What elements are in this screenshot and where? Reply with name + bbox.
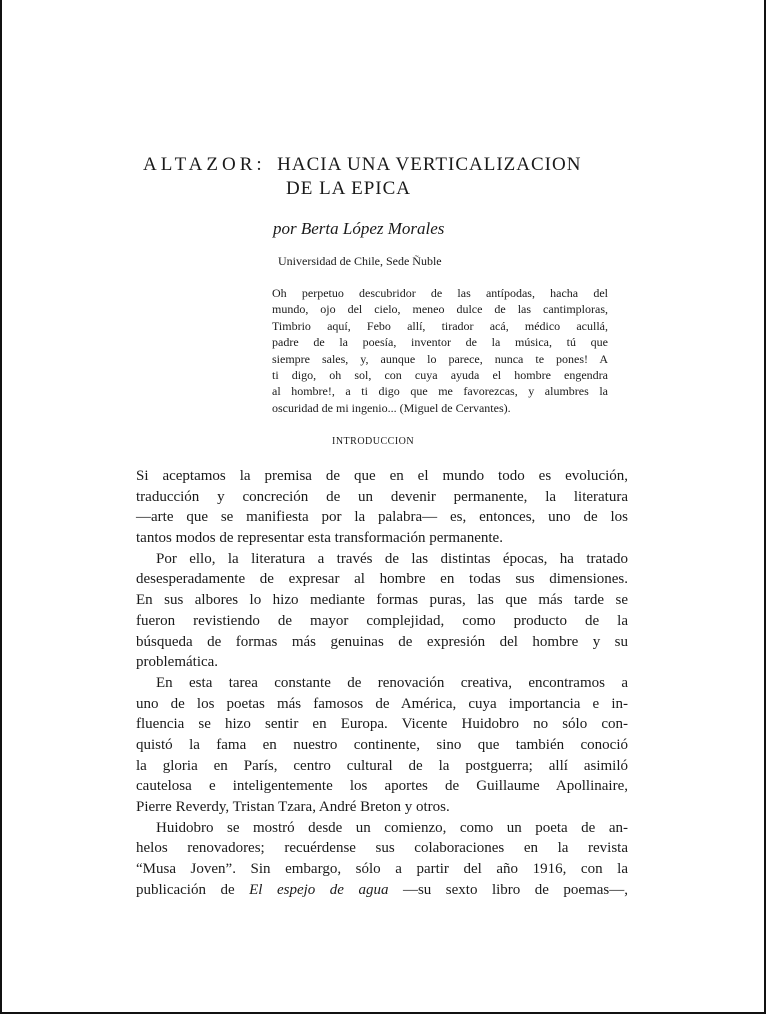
title-lead: ALTAZOR: [143,154,266,175]
body-line: búsqueda de formas más genuinas de expresión del hombre y su [136,633,628,650]
body-line: cautelosa e inteligentemente los aportes de Guillaume Apollinaire, [136,778,628,795]
section-heading: INTRODUCCION [332,436,415,447]
body-line: helos renovadores; recuérdense sus colaboraciones en la revista [136,840,628,857]
body-line-text: —su sexto libro de poemas—, [388,881,629,898]
body-line: Huidobro se mostró desde un comienzo, como un poeta de an- [156,819,628,836]
body-line: Pierre Reverdy, Tristan Tzara, André Breton y otros. [136,799,450,815]
body-text [136,466,628,900]
body-line: problemática. [136,654,219,671]
body-line: fluencia se hizo sentir en Europa. Vicente Huidobro no sólo con- [136,716,628,733]
article-title [143,154,581,176]
body-line: la gloria en París, centro cultural de la postguerra; allí asimiló [136,757,628,774]
body-line [136,880,628,901]
epigraph [272,285,608,416]
author-affiliation: Universidad de Chile, Sede Ñuble [278,254,442,268]
body-line: —arte que se manifiesta por la palabra— es, entonces, uno de los [136,509,628,526]
body-line: desesperadamente de expresar al hombre en todas sus dimensiones. [136,571,628,588]
epigraph-line: Oh perpetuo descubridor de las antípodas, hacha del [272,286,608,300]
epigraph-line: al hombre!, a ti digo que me favorezcas, y alumbres la [272,384,608,399]
epigraph-line: padre de la poesía, inventor de la música, tú que [272,335,608,350]
epigraph-line: ti digo, oh sol, con cuya ayuda el hombre engendra [272,367,608,382]
body-line: traducción y concreción de un devenir permanente, la literatura [136,488,628,505]
epigraph-line: Timbrio aquí, Febo allí, tirador acá, médico acullá, [272,318,608,333]
body-line: uno de los poetas más famosos de América, cuya importancia e in- [136,695,628,712]
body-line: En sus albores lo hizo mediante formas puras, las que más tarde se [136,592,628,609]
title-line1: HACIA UNA VERTICALIZACION [277,154,582,175]
body-line: Si aceptamos la premisa de que en el mundo todo es evolución, [136,468,628,484]
author-byline: por Berta López Morales [273,219,445,238]
body-line: tantos modos de representar esta transformación permanente. [136,530,503,547]
epigraph-line: siempre sales, y, aunque lo parece, nunca te pones! A [272,351,608,366]
body-line: fueron revistiendo de mayor complejidad, como producto de la [136,612,628,629]
epigraph-line: mundo, ojo del cielo, meneo dulce de las cantimploras, [272,302,608,317]
book-title: El espejo de agua [249,881,389,898]
body-line: Por ello, la literatura a través de las distintas épocas, ha tratado [156,550,628,567]
body-line: quistó la fama en nuestro continente, sino que también conoció [136,736,628,753]
epigraph-line: oscuridad de mi ingenio... (Miguel de Cervantes). [272,400,511,415]
body-line-text: publicación de [136,881,250,898]
body-line: “Musa Joven”. Sin embargo, sólo a partir del año 1916, con la [136,861,628,878]
body-line: En esta tarea constante de renovación creativa, encontramos a [156,674,628,691]
article-title-line2: DE LA EPICA [286,178,411,199]
